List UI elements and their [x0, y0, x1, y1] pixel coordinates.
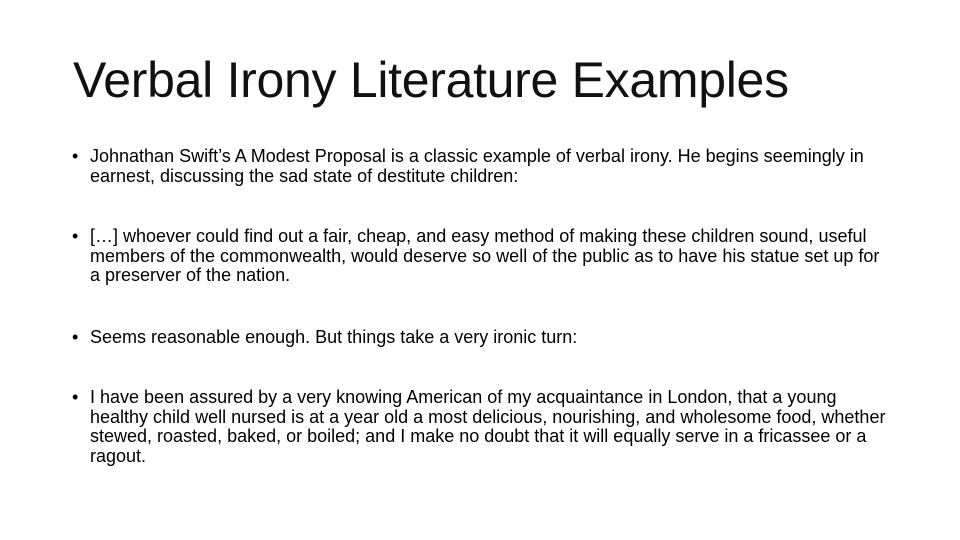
bullet-text: I have been assured by a very knowing American of my acquaintance in London, that a young healthy child well nursed is at a year old a most delicious, nourishing, and wholesome food, whether stewed, roasted, baked, or boiled; and I make no doubt that it will equally serve in a fricassee or a ragout. — [90, 387, 886, 466]
bullet-item — [72, 147, 892, 186]
bullet-text: Seems reasonable enough. But things take a very ironic turn: — [90, 327, 578, 347]
bullet-item — [72, 227, 892, 286]
bullet-marker: • — [72, 146, 79, 166]
bullet-text: Johnathan Swift’s A Modest Proposal is a classic example of verbal irony. He begins seemingly in earnest, discussing the sad state of destitute children: — [90, 146, 864, 186]
bullet-item — [72, 388, 892, 466]
bullet-item — [72, 328, 892, 348]
bullet-text: […] whoever could find out a fair, cheap, and easy method of making these children sound, useful members of the commonwealth, would deserve so well of the public as to have his statue set up for a preserver of the nation. — [90, 226, 880, 285]
bullet-marker: • — [72, 327, 79, 347]
bullet-marker: • — [72, 226, 79, 246]
bullet-marker: • — [72, 387, 79, 407]
slide-title: Verbal Irony Literature Examples — [73, 52, 789, 108]
